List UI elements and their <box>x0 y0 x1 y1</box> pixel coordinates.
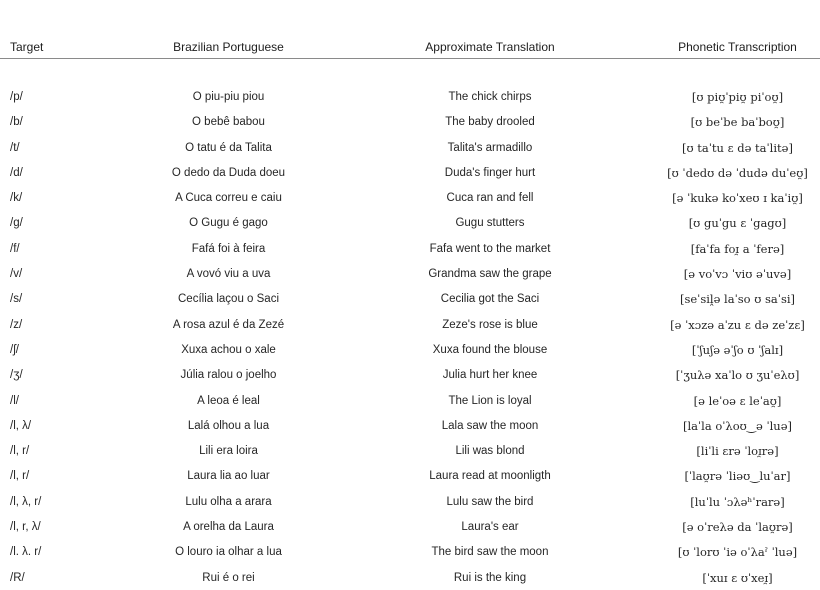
cell-portuguese: O piu-piu piou <box>122 84 335 109</box>
cell-target: /l, λ, r/ <box>0 489 122 514</box>
phonetic-table <box>0 36 820 590</box>
cell-target: /v/ <box>0 261 122 286</box>
cell-phonetic: [ə ˈkukə koˈxeʊ ɪ kaˈiʊ̯] <box>645 185 820 210</box>
cell-target: /p/ <box>0 84 122 109</box>
header-target: Target <box>0 36 122 59</box>
cell-phonetic: [ˈʃuʃə əˈʃo ʊ ˈʃalɪ] <box>645 337 820 362</box>
table-row <box>0 464 820 489</box>
cell-phonetic: [seˈsiḽə laˈso ʊ saˈsi] <box>645 287 820 312</box>
cell-portuguese: A Cuca correu e caiu <box>122 185 335 210</box>
cell-target: /b/ <box>0 110 122 135</box>
cell-phonetic: [ˈlaʊ̯rə ˈliəʊ‿luˈar] <box>645 464 820 489</box>
table-row <box>0 337 820 362</box>
cell-target: /l, r, λ/ <box>0 514 122 539</box>
cell-target: /l, λ/ <box>0 413 122 438</box>
cell-target: /ʃ/ <box>0 337 122 362</box>
spacer-row <box>0 59 820 85</box>
cell-target: /ʒ/ <box>0 363 122 388</box>
cell-target: /d/ <box>0 160 122 185</box>
cell-phonetic: [laˈla oˈλoʊ‿ə ˈluə] <box>645 413 820 438</box>
cell-phonetic: [ʊ piʊ̯ˈpiʊ̯ piˈoʊ̯] <box>645 84 820 109</box>
cell-target: /l, r/ <box>0 438 122 463</box>
cell-translation: Laura read at moonligth <box>335 464 645 489</box>
cell-translation: Julia hurt her knee <box>335 363 645 388</box>
table-row <box>0 261 820 286</box>
cell-target: /f/ <box>0 236 122 261</box>
cell-translation: Fafa went to the market <box>335 236 645 261</box>
table-row <box>0 438 820 463</box>
header-row <box>0 36 820 59</box>
header-translation: Approximate Translation <box>335 36 645 59</box>
cell-portuguese: Rui é o rei <box>122 565 335 590</box>
cell-phonetic: [ə voˈvɔ ˈviʊ əˈuvə] <box>645 261 820 286</box>
cell-portuguese: Lulu olha a arara <box>122 489 335 514</box>
cell-translation: Xuxa found the blouse <box>335 337 645 362</box>
cell-phonetic: [ə oˈreλə da ˈlaʊ̯rə] <box>645 514 820 539</box>
table-row <box>0 312 820 337</box>
cell-portuguese: A orelha da Laura <box>122 514 335 539</box>
cell-portuguese: A rosa azul é da Zezé <box>122 312 335 337</box>
cell-translation: Rui is the king <box>335 565 645 590</box>
cell-portuguese: A vovó viu a uva <box>122 261 335 286</box>
cell-phonetic: [ə leˈoə ɛ leˈaʊ̯] <box>645 388 820 413</box>
table-row <box>0 413 820 438</box>
cell-translation: Lili was blond <box>335 438 645 463</box>
cell-portuguese: Cecília laçou o Saci <box>122 287 335 312</box>
table-row <box>0 363 820 388</box>
cell-portuguese: A leoa é leal <box>122 388 335 413</box>
table-header <box>0 36 820 59</box>
cell-translation: Duda's finger hurt <box>335 160 645 185</box>
spacer-cell <box>0 59 820 85</box>
cell-target: /g/ <box>0 211 122 236</box>
cell-target: /k/ <box>0 185 122 210</box>
cell-phonetic: [ʊ beˈbe baˈboʊ̯] <box>645 110 820 135</box>
cell-portuguese: O dedo da Duda doeu <box>122 160 335 185</box>
cell-phonetic: [faˈfa foɪ̯ a ˈferə] <box>645 236 820 261</box>
cell-translation: Gugu stutters <box>335 211 645 236</box>
cell-translation: Cecilia got the Saci <box>335 287 645 312</box>
cell-phonetic: [luˈlu ˈɔλəʰˈrarə] <box>645 489 820 514</box>
cell-target: /s/ <box>0 287 122 312</box>
cell-translation: Zeze's rose is blue <box>335 312 645 337</box>
cell-target: /R/ <box>0 565 122 590</box>
cell-portuguese: Lili era loira <box>122 438 335 463</box>
cell-portuguese: O bebê babou <box>122 110 335 135</box>
table-body <box>0 59 820 590</box>
cell-translation: The Lion is loyal <box>335 388 645 413</box>
cell-portuguese: Júlia ralou o joelho <box>122 363 335 388</box>
cell-portuguese: O louro ia olhar a lua <box>122 540 335 565</box>
table-row <box>0 185 820 210</box>
cell-portuguese: Xuxa achou o xale <box>122 337 335 362</box>
cell-phonetic: [ˈʒuλə xaˈlo ʊ ʒuˈeλʊ] <box>645 363 820 388</box>
cell-translation: Laura's ear <box>335 514 645 539</box>
table-row <box>0 84 820 109</box>
cell-portuguese: Lalá olhou a lua <box>122 413 335 438</box>
table-row <box>0 565 820 590</box>
cell-portuguese: O tatu é da Talita <box>122 135 335 160</box>
cell-translation: The bird saw the moon <box>335 540 645 565</box>
table-row <box>0 388 820 413</box>
cell-target: /l. λ. r/ <box>0 540 122 565</box>
cell-phonetic: [ˈxuɪ ɛ ʊˈxeɪ̯] <box>645 565 820 590</box>
cell-translation: Lulu saw the bird <box>335 489 645 514</box>
cell-portuguese: O Gugu é gago <box>122 211 335 236</box>
table-row <box>0 110 820 135</box>
cell-translation: Cuca ran and fell <box>335 185 645 210</box>
table-row <box>0 540 820 565</box>
cell-target: /l/ <box>0 388 122 413</box>
cell-translation: Lala saw the moon <box>335 413 645 438</box>
cell-phonetic: [ʊ guˈgu ɛ ˈgagʊ] <box>645 211 820 236</box>
table-row <box>0 489 820 514</box>
cell-translation: The chick chirps <box>335 84 645 109</box>
cell-phonetic: [ʊ ˈdedʊ də ˈdudə duˈeʊ̯] <box>645 160 820 185</box>
table-row <box>0 135 820 160</box>
cell-target: /z/ <box>0 312 122 337</box>
header-phonetic: Phonetic Transcription <box>645 36 820 59</box>
cell-portuguese: Fafá foi à feira <box>122 236 335 261</box>
cell-translation: Talita's armadillo <box>335 135 645 160</box>
table-row <box>0 514 820 539</box>
cell-portuguese: Laura lia ao luar <box>122 464 335 489</box>
cell-phonetic: [ʊ taˈtu ɛ də taˈlitə] <box>645 135 820 160</box>
table-row <box>0 211 820 236</box>
header-portuguese: Brazilian Portuguese <box>122 36 335 59</box>
cell-translation: Grandma saw the grape <box>335 261 645 286</box>
table-row <box>0 236 820 261</box>
cell-target: /l, r/ <box>0 464 122 489</box>
cell-phonetic: [liˈli ɛrə ˈloɪ̯rə] <box>645 438 820 463</box>
table-row <box>0 160 820 185</box>
cell-phonetic: [ə ˈxɔzə aˈzu ɛ də zeˈzɛ] <box>645 312 820 337</box>
cell-phonetic: [ʊ ˈlorʊ ˈiə oˈλaˀ ˈluə] <box>645 540 820 565</box>
cell-translation: The baby drooled <box>335 110 645 135</box>
cell-target: /t/ <box>0 135 122 160</box>
table-row <box>0 287 820 312</box>
